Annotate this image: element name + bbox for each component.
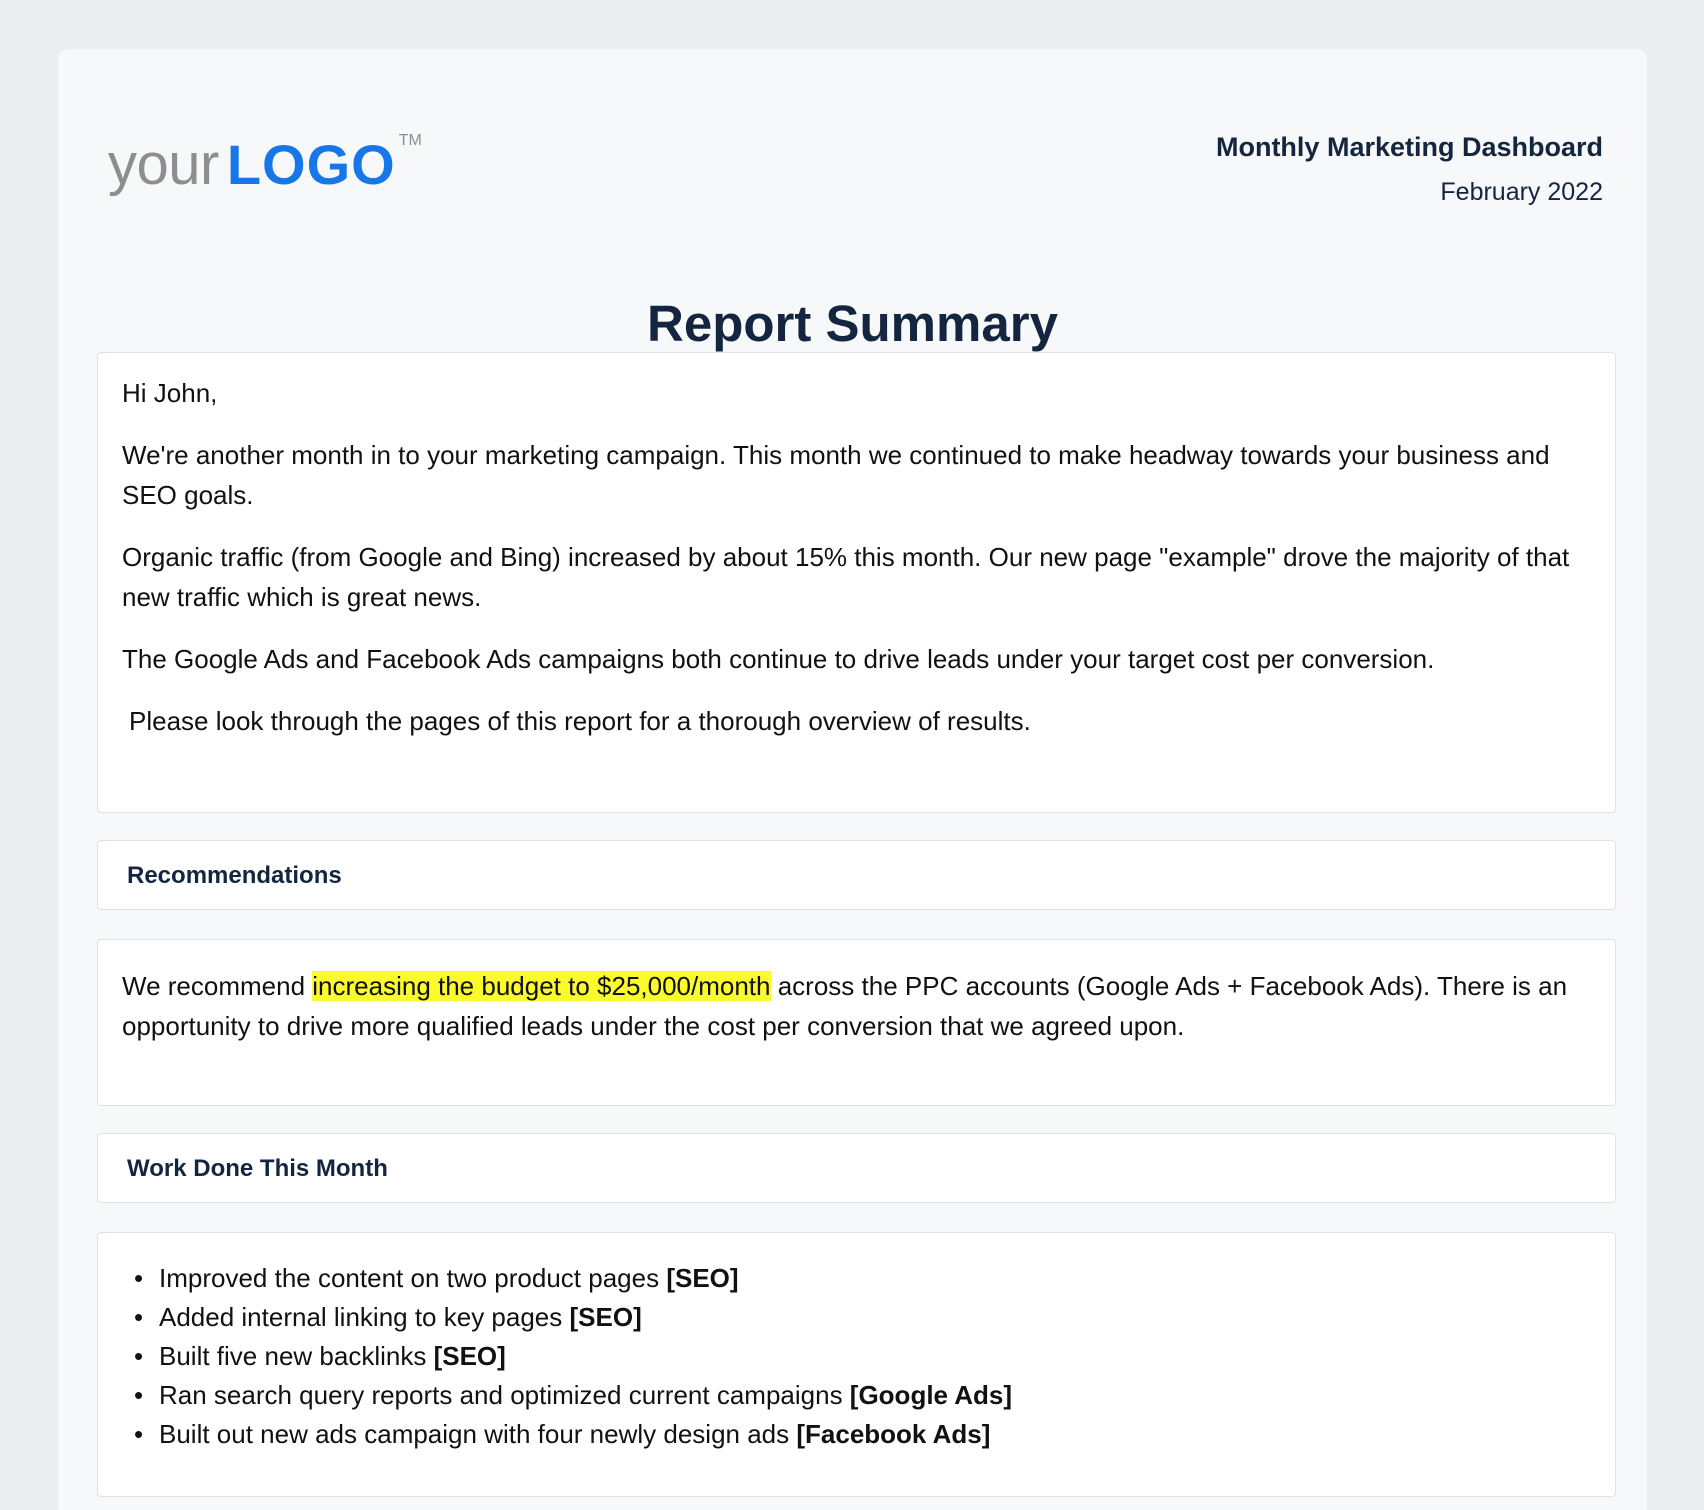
summary-card (97, 352, 1616, 813)
work-done-header-card (97, 1133, 1616, 1203)
recommendation-highlight: increasing the budget to $25,000/month (312, 971, 771, 1001)
list-item-tag: [Google Ads] (849, 1380, 1013, 1410)
list-item-text: Built out new ads campaign with four newly design ads (159, 1419, 797, 1449)
list-item-tag: [SEO] (569, 1302, 642, 1332)
list-item-text: Built five new backlinks (159, 1341, 434, 1371)
work-done-heading: Work Done This Month (127, 1155, 388, 1182)
report-header-info (1216, 129, 1603, 210)
recommendations-heading: Recommendations (127, 862, 342, 889)
list-item (134, 1259, 1591, 1298)
bullet-icon: • (134, 1302, 144, 1332)
recommendation-text-after: across the PPC accounts (Google Ads + Facebook Ads). There is an opportunity to drive more qualified leads under the cost per conversion that we agreed upon. (122, 971, 1568, 1041)
recommendations-header-card (97, 840, 1616, 910)
list-item-text: Added internal linking to key pages (159, 1302, 570, 1332)
list-item-tag: [Facebook Ads] (796, 1419, 991, 1449)
summary-paragraph-2: Organic traffic (from Google and Bing) increased by about 15% this month. Our new page "example" drove the majority of that new traffic which is great news. (122, 542, 1570, 612)
bullet-icon: • (134, 1263, 144, 1293)
report-date: February 2022 (1440, 178, 1603, 206)
list-item (134, 1337, 1591, 1376)
list-item (134, 1376, 1591, 1415)
list-item-text: Ran search query reports and optimized current campaigns (159, 1380, 850, 1410)
list-item (134, 1415, 1591, 1454)
work-done-card (97, 1232, 1616, 1497)
summary-paragraph-4: Please look through the pages of this report for a thorough overview of results. (129, 706, 1031, 736)
bullet-icon: • (134, 1380, 144, 1410)
bullet-icon: • (134, 1341, 144, 1371)
summary-paragraph-3: The Google Ads and Facebook Ads campaigns both continue to drive leads under your target cost per conversion. (122, 644, 1435, 674)
logo-logo-text: LOGO (226, 133, 396, 196)
list-item-tag: [SEO] (666, 1263, 739, 1293)
logo-your-text: your (108, 132, 219, 197)
logo-trademark: TM (398, 132, 422, 149)
recommendations-card (97, 939, 1616, 1106)
page-title: Report Summary (647, 295, 1058, 352)
summary-paragraph-1: We're another month in to your marketing campaign. This month we continued to make headway towards your business and SEO goals. (122, 440, 1550, 510)
greeting: Hi John, (122, 378, 218, 408)
bullet-icon: • (134, 1419, 144, 1449)
list-item-tag: [SEO] (433, 1341, 506, 1371)
list-item-text: Improved the content on two product pages (159, 1263, 667, 1293)
recommendation-text-before: We recommend (122, 971, 313, 1001)
list-item (134, 1298, 1591, 1337)
recommendation-text (122, 966, 1591, 1046)
company-logo (108, 125, 422, 205)
dashboard-title: Monthly Marketing Dashboard (1215, 132, 1603, 162)
report-page (58, 49, 1647, 1510)
work-done-list (134, 1259, 1591, 1454)
